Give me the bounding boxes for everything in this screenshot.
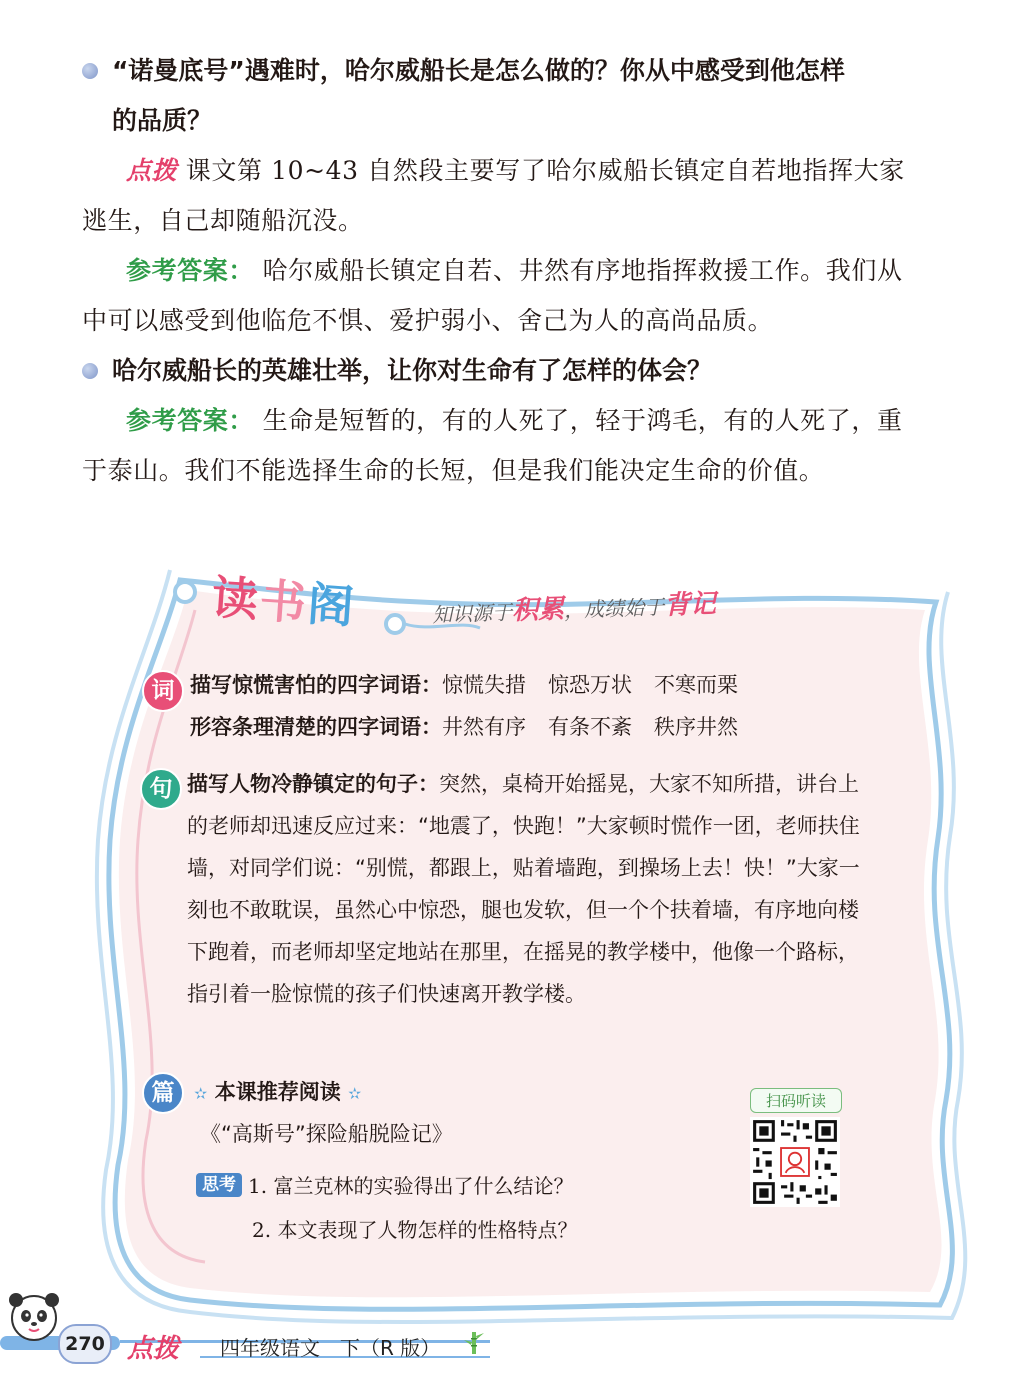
slogan-part-2: ，成绩始于 (563, 594, 665, 623)
word-row-2 (190, 706, 760, 748)
hint-label: 点拨 (126, 156, 178, 185)
recommended-reading-label: 本课推荐阅读 (214, 1080, 341, 1104)
word-item: 秩序井然 (654, 715, 738, 739)
word-item: 有条不紊 (548, 715, 632, 739)
sentence-text: 突然，桌椅开始摇晃，大家不知所措，讲台上的老师却迅速反应过来：“地震了，快跑！”大家顿时慌作一团，老师扶住墙，对同学们说：“别慌，都跟上，贴着墙跑，到操场上去！快！”大家一刻也不敢耽误，虽然心中惊恐，腿也发软，但一个个扶着墙，有序地向楼下跑着，而老师却坚定地站在那里，在摇晃的教学楼中，他像一个路标，指引着一脸惊慌的孩子们快速离开教学楼。 (187, 772, 860, 1006)
qr-code-icon[interactable] (750, 1117, 840, 1207)
qr-label: 扫码听读 (750, 1088, 842, 1113)
word-row-1 (190, 664, 760, 706)
star-icon: ✫ (194, 1084, 208, 1103)
think-question-1-text: 1. 富兰克林的实验得出了什么结论？ (248, 1174, 574, 1198)
sentence-paragraph (187, 763, 867, 1015)
think-question-2 (196, 1208, 577, 1252)
word-item: 惊慌失措 (442, 673, 526, 697)
title-char-1: 读 (210, 570, 262, 628)
footer-book-title: 四年级语文 下（R 版） (220, 1336, 441, 1360)
word-badge: 词 (142, 670, 184, 712)
bullet-icon (82, 363, 98, 379)
recommended-reading-title (194, 1076, 361, 1106)
question-1 (82, 46, 942, 146)
sentence-label: 描写人物冷静镇定的句子： (187, 772, 439, 796)
question-2 (82, 346, 942, 396)
star-icon: ✫ (348, 1084, 362, 1103)
sentence-badge: 句 (140, 768, 182, 810)
page-number: 270 (58, 1324, 112, 1364)
hint-paragraph (82, 146, 927, 246)
footer-brand: 点拨 (127, 1334, 180, 1364)
panda-icon (6, 1290, 62, 1346)
word-row-1-label: 描写惊慌害怕的四字词语： (190, 673, 442, 697)
bullet-icon (82, 63, 98, 79)
qr-block[interactable] (750, 1088, 842, 1211)
question-1-line1: “诺曼底号”遇难时，哈尔威船长是怎么做的？你从中感受到他怎样 (112, 56, 845, 85)
title-char-3: 阁 (305, 576, 358, 634)
answer-1-label: 参考答案： (126, 256, 255, 285)
think-question-1 (196, 1164, 577, 1208)
word-item: 井然有序 (442, 715, 526, 739)
think-question-2-text: 2. 本文表现了人物怎样的性格特点？ (252, 1218, 578, 1242)
slogan-part-1: 知识源于 (431, 600, 513, 627)
slogan-highlight-2: 背记 (663, 589, 717, 621)
recommended-book-title: 《“高斯号”探险船脱险记》 (200, 1122, 453, 1146)
reading-box-title (210, 561, 358, 637)
answer-2-paragraph (82, 396, 927, 496)
slogan-highlight-1: 积累 (511, 594, 565, 627)
word-row-2-label: 形容条理清楚的四字词语： (190, 715, 442, 739)
answer-2-label: 参考答案： (126, 406, 255, 435)
word-item: 不寒而栗 (654, 673, 738, 697)
bamboo-icon (462, 1330, 486, 1356)
article-badge: 篇 (142, 1072, 184, 1114)
question-1-line2: 的品质？ (112, 106, 213, 135)
word-item: 惊恐万状 (548, 673, 632, 697)
think-label: 思考 (196, 1173, 242, 1197)
think-questions (196, 1164, 577, 1252)
answer-1-text: 哈尔威船长镇定自若、井然有序地指挥救援工作。我们从中可以感受到他临危不惧、爱护弱小、舍己为人的高尚品质。 (82, 256, 903, 335)
title-char-2: 书 (257, 573, 310, 631)
answer-1-paragraph (82, 246, 927, 346)
answer-2-text: 生命是短暂的，有的人死了，轻于鸿毛，有的人死了，重于泰山。我们不能选择生命的长短，但是我们能决定生命的价值。 (82, 406, 903, 485)
hint-text: 课文第 10~43 自然段主要写了哈尔威船长镇定自若地指挥大家逃生，自己却随船沉没。 (82, 156, 905, 235)
question-2-text: 哈尔威船长的英雄壮举，让你对生命有了怎样的体会？ (112, 356, 713, 385)
